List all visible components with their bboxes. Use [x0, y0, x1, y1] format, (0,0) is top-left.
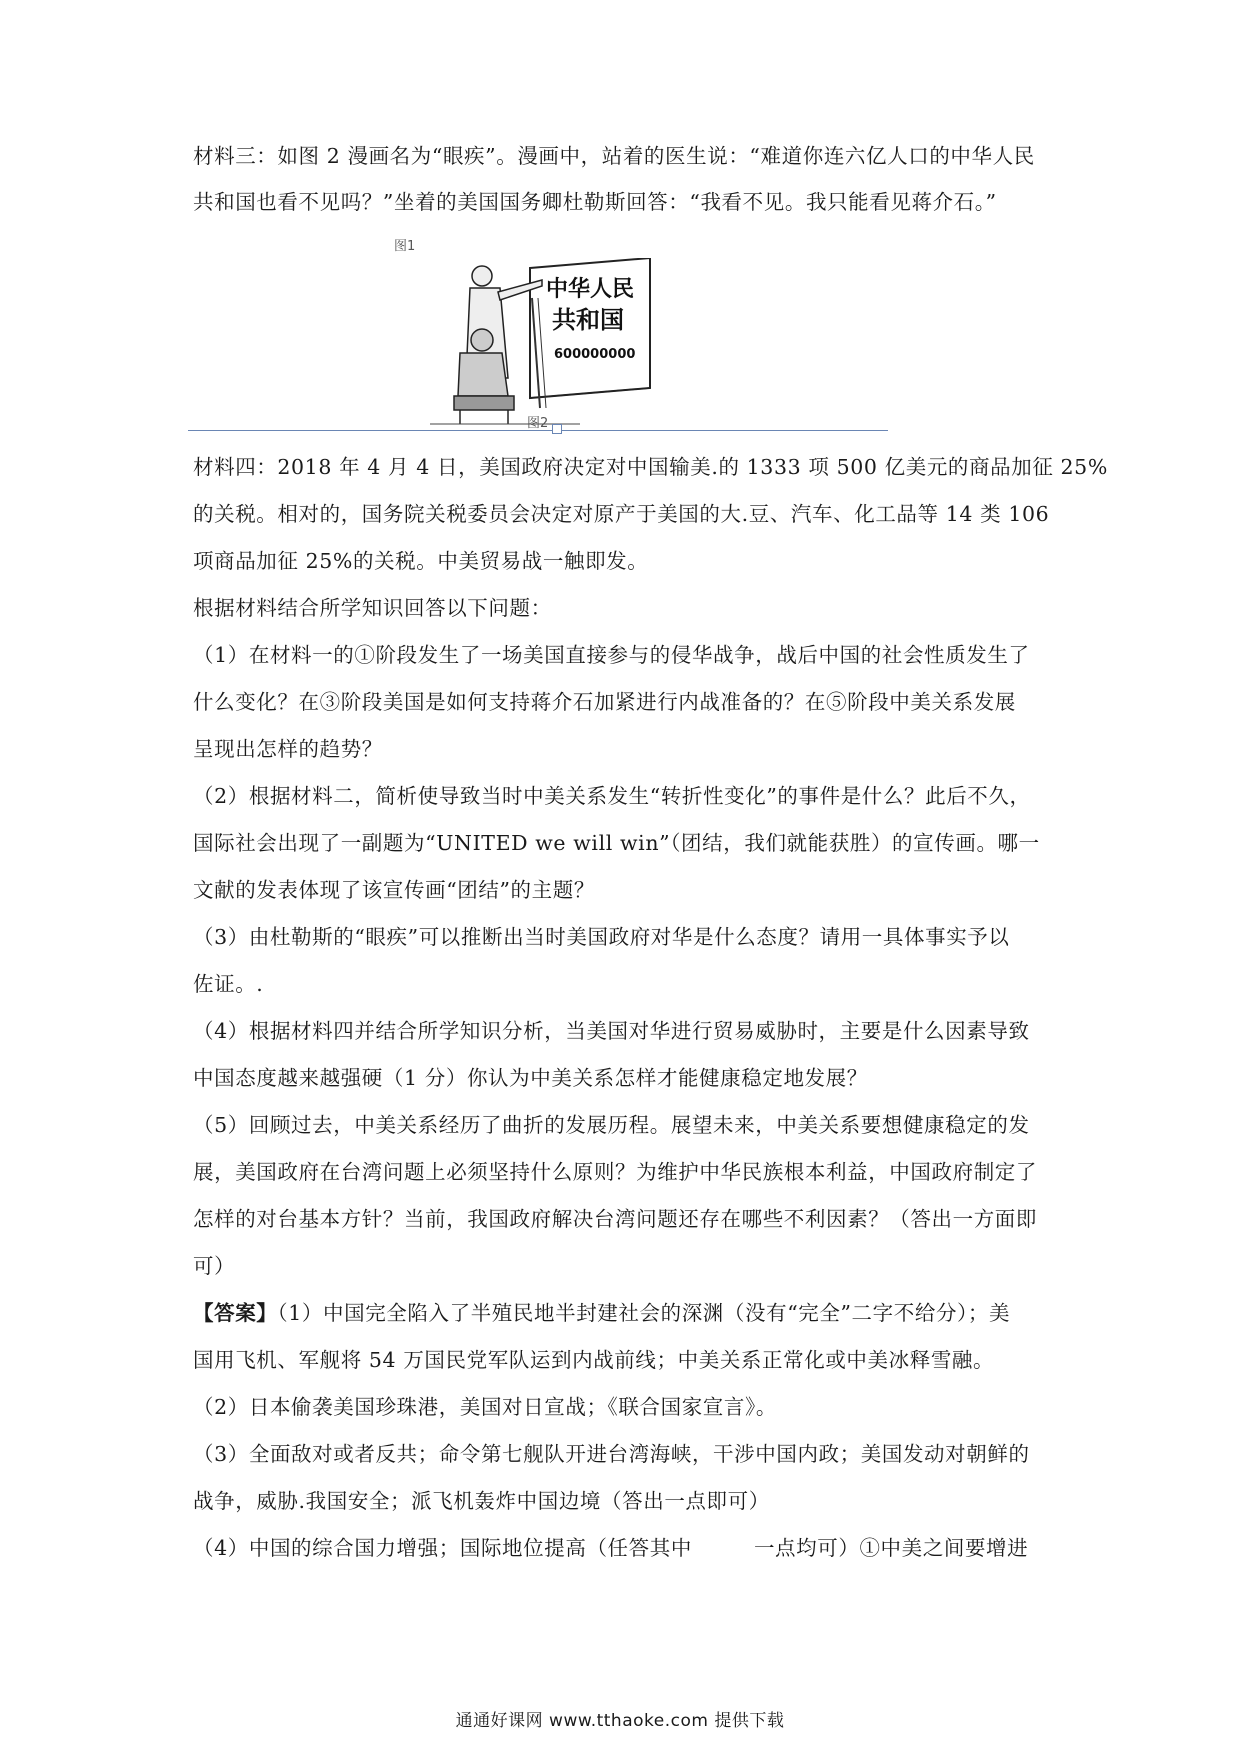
answer-4-part2: 一点均可）①中美之间要增进	[753, 1536, 1029, 1560]
question-1-line3: 呈现出怎样的趋势？	[193, 737, 383, 761]
object-anchor-handle[interactable]	[552, 424, 562, 434]
figure-label-2: 图2	[527, 416, 549, 431]
question-2-line1: （2）根据材料二，简析使导致当时中美关系发生“转折性变化”的事件是什么？此后不久，	[193, 784, 1031, 808]
page-footer: 通通好课网 www.tthaoke.com 提供下载	[455, 1711, 785, 1731]
figure-label-1: 图1	[394, 239, 416, 254]
question-1-line1: （1）在材料一的①阶段发生了一场美国直接参与的侵华战争，战后中国的社会性质发生了	[193, 643, 1030, 667]
material3-line1: 材料三：如图 2 漫画名为“眼疾”。漫画中，站着的医生说：“难道你连六亿人口的中华人民	[193, 144, 1035, 168]
question-2-line2: 国际社会出现了一副题为“UNITED we will win”（团结，我们就能获胜）的宣传画。哪一	[193, 831, 1040, 855]
answer-4-part1: （4）中国的综合国力增强；国际地位提高（任答其中	[193, 1536, 692, 1560]
sign-text-line2: 共和国	[552, 306, 624, 334]
question-3-line2: 佐证。.	[193, 972, 264, 996]
answer-1-text: （1）中国完全陷入了半殖民地半封建社会的深渊（没有“完全”二字不给分）；美	[277, 1301, 1011, 1325]
question-3-line1: （3）由杜勒斯的“眼疾”可以推断出当时美国政府对华是什么态度？请用一具体事实予以	[193, 925, 1010, 949]
answer-tag: 【答案】	[193, 1301, 278, 1325]
question-1-line2: 什么变化？在③阶段美国是如何支持蒋介石加紧进行内战准备的？在⑤阶段中美关系发展	[193, 690, 1016, 714]
answer-3-line1: （3）全面敌对或者反共；命令第七舰队开进台湾海峡，干涉中国内政；美国发动对朝鲜的	[193, 1442, 1030, 1466]
answer-4-line1	[193, 1522, 1053, 1574]
material4-line1: 材料四：2018 年 4 月 4 日，美国政府决定对中国输美.的 1333 项 500 亿美元的商品加征 25%	[193, 455, 1108, 479]
question-4-line1: （4）根据材料四并结合所学知识分析，当美国对华进行贸易威胁时，主要是什么因素导致	[193, 1019, 1030, 1043]
instruction-text: 根据材料结合所学知识回答以下问题：	[193, 596, 552, 620]
sign-text-line3: 600000000	[554, 347, 636, 362]
sign-text-line1: 中华人民	[546, 277, 635, 302]
section-divider	[188, 430, 888, 431]
question-5-line1: （5）回顾过去，中美关系经历了曲折的发展历程。展望未来，中美关系要想健康稳定的发	[193, 1113, 1030, 1137]
material4-line2: 的关税。相对的，国务院关税委员会决定对原产于美国的大.豆、汽车、化工品等 14 类 106	[193, 502, 1050, 526]
answer-3-line2: 战争，威胁.我国安全；派飞机轰炸中国边境（答出一点即可）	[193, 1489, 770, 1513]
question-5-line4: 可）	[193, 1254, 236, 1278]
answer-1-line1	[193, 1287, 1053, 1339]
question-4-line2: 中国态度越来越强硬（1 分）你认为中美关系怎样才能健康稳定地发展？	[193, 1066, 868, 1090]
material3-line2: 共和国也看不见吗？”坐着的美国国务卿杜勒斯回答：“我看不见。我只能看见蒋介石。”	[193, 190, 997, 214]
answer-2: （2）日本偷袭美国珍珠港，美国对日宣战；《联合国家宣言》。	[193, 1395, 777, 1419]
question-5-line3: 怎样的对台基本方针？当前，我国政府解决台湾问题还存在哪些不利因素？（答出一方面即	[193, 1207, 1037, 1231]
answer-1-line2: 国用飞机、军舰将 54 万国民党军队运到内战前线；中美关系正常化或中美冰释雪融。	[193, 1348, 995, 1372]
question-2-line3: 文献的发表体现了该宣传画“团结”的主题？	[193, 878, 595, 902]
eye-disease-cartoon	[430, 258, 700, 426]
question-5-line2: 展，美国政府在台湾问题上必须坚持什么原则？为维护中华民族根本利益，中国政府制定了	[193, 1160, 1037, 1184]
material4-line3: 项商品加征 25%的关税。中美贸易战一触即发。	[193, 549, 649, 573]
